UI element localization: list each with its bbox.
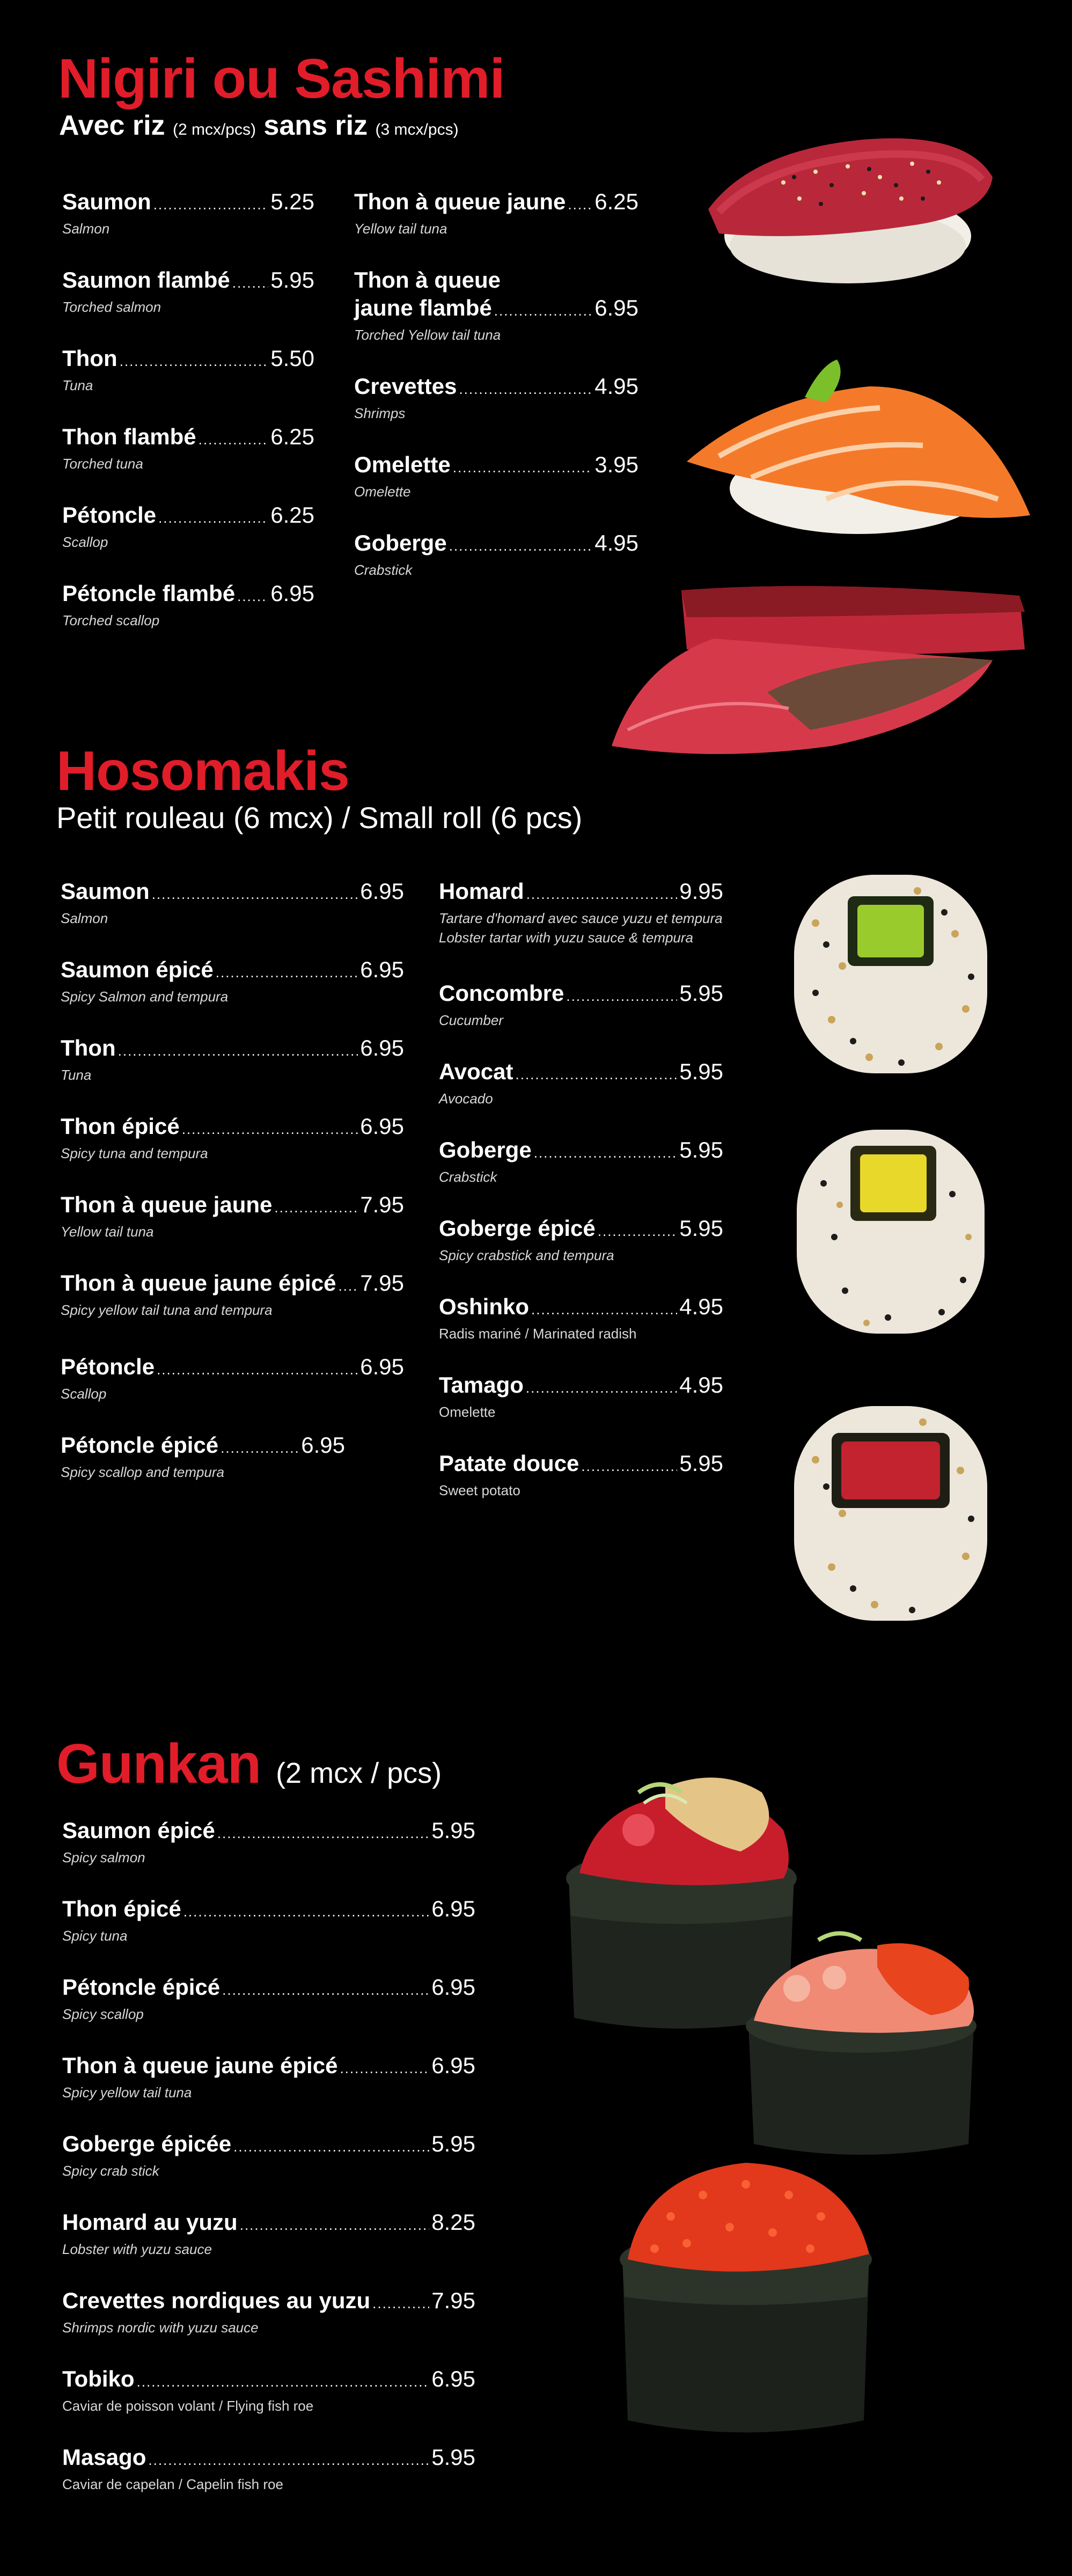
item-name: Saumon flambé [62, 267, 230, 292]
item-price: 6.95 [431, 1896, 475, 1921]
menu-item [62, 266, 314, 345]
item-price: 6.95 [270, 581, 314, 606]
leader-dots [148, 2446, 429, 2474]
item-price: 5.50 [270, 346, 314, 371]
item-name: Tobiko [62, 2366, 135, 2391]
with-rice-count: (2 mcx/pcs) [172, 121, 256, 138]
item-price: 4.95 [594, 530, 638, 555]
leader-dots [157, 1356, 358, 1384]
avocado-hosomaki-photo [783, 859, 998, 1084]
menu-item [61, 1113, 404, 1191]
menu-item [439, 1214, 723, 1293]
item-description: Lobster with yuzu sauce [62, 2241, 212, 2257]
item-price: 6.95 [431, 1974, 475, 2000]
item-description: Salmon [61, 910, 108, 926]
item-price: 6.95 [360, 957, 404, 982]
leader-dots [581, 1452, 677, 1480]
menu-item [62, 580, 314, 658]
item-name: Omelette [354, 452, 451, 477]
item-description: Tuna [61, 1067, 92, 1083]
leader-dots [568, 191, 592, 218]
item-name: Masago [62, 2445, 146, 2470]
item-description: Spicy yellow tail tuna and tempura [61, 1302, 273, 1318]
item-price: 6.95 [360, 1114, 404, 1139]
item-name: Saumon épicé [61, 957, 214, 982]
item-name: Pétoncle [61, 1354, 155, 1379]
radish-hosomaki-photo [791, 1119, 990, 1344]
leader-dots [372, 2289, 429, 2317]
gunkan-subtitle: (2 mcx / pcs) [276, 1757, 442, 1789]
item-description: Yellow tail tuna [354, 221, 447, 237]
item-name: Homard au yuzu [62, 2209, 238, 2235]
item-description: Spicy crabstick and tempura [439, 1247, 614, 1263]
tuna-sashimi-photo [606, 569, 1036, 767]
item-price: 5.95 [431, 1818, 475, 1843]
menu-item [439, 1058, 723, 1136]
menu-item [439, 877, 723, 979]
item-price: 9.95 [679, 879, 723, 904]
item-name: Patate douce [439, 1451, 579, 1476]
leader-dots [158, 504, 268, 532]
item-description: Crabstick [439, 1169, 497, 1185]
item-price: 5.95 [679, 1059, 723, 1084]
menu-item [62, 2287, 475, 2365]
leader-dots [217, 1819, 429, 1847]
menu-item [354, 266, 638, 372]
hosomakis-column-2 [439, 877, 723, 1528]
leader-dots [232, 269, 269, 297]
item-description: Tartare d'homard avec sauce yuzu et tempura [439, 910, 723, 926]
item-price: 4.95 [679, 1372, 723, 1397]
item-description: Torched scallop [62, 612, 160, 628]
item-name: Homard [439, 879, 524, 904]
gunkan-section-title [56, 1733, 442, 1795]
menu-item [61, 1034, 404, 1113]
item-description: Spicy scallop [62, 2006, 144, 2022]
leader-dots [199, 426, 269, 453]
leader-dots [459, 375, 592, 403]
item-name: Thon à queue jaune épicé [61, 1270, 336, 1296]
item-price: 5.95 [431, 2445, 475, 2470]
menu-item [354, 451, 638, 529]
item-description: Radis mariné / Marinated radish [439, 1326, 637, 1342]
item-description: Torched salmon [62, 299, 161, 315]
item-description: Spicy scallop and tempura [61, 1464, 224, 1480]
item-description: Shrimps nordic with yuzu sauce [62, 2319, 259, 2336]
leader-dots [526, 1374, 677, 1402]
leader-dots [526, 880, 678, 908]
leader-dots [534, 1139, 678, 1167]
shrimp-gunkan-photo [738, 1919, 985, 2160]
menu-item [62, 2443, 475, 2522]
leader-dots [221, 1434, 299, 1462]
item-price: 6.95 [431, 2366, 475, 2391]
item-price: 5.95 [679, 1137, 723, 1162]
item-description: Omelette [439, 1404, 496, 1420]
item-description: Torched Yellow tail tuna [354, 327, 501, 343]
item-price: 5.25 [270, 189, 314, 214]
item-description: Sweet potato [439, 1482, 520, 1498]
item-price: 5.95 [431, 2131, 475, 2156]
item-description: Torched tuna [62, 456, 143, 472]
menu-item [61, 1431, 345, 1510]
item-price: 6.95 [594, 295, 638, 320]
menu-item [62, 1895, 475, 1973]
item-description: Spicy tuna [62, 1928, 128, 1944]
item-price: 4.95 [679, 1294, 723, 1319]
item-description: Spicy salmon [62, 1849, 145, 1865]
menu-item [62, 423, 314, 501]
item-name: Thon à queue jaune [354, 189, 566, 214]
leader-dots [516, 1060, 678, 1088]
item-name: Pétoncle épicé [61, 1432, 219, 1458]
item-price: 7.95 [360, 1270, 404, 1296]
item-description: Yellow tail tuna [61, 1224, 154, 1240]
item-description: Spicy Salmon and tempura [61, 989, 229, 1005]
menu-item [354, 188, 638, 266]
item-name: Thon à queue jaune [61, 1192, 273, 1217]
leader-dots [449, 532, 593, 560]
leader-dots [598, 1217, 677, 1245]
nigiri-column-2 [354, 188, 638, 608]
item-description: Tuna [62, 377, 93, 393]
menu-item [62, 2208, 475, 2287]
item-name: Thon [62, 346, 118, 371]
salmon-nigiri-photo [676, 354, 1041, 547]
menu-item [61, 877, 404, 956]
menu-item [61, 1269, 404, 1353]
item-description: Shrimps [354, 405, 406, 421]
item-name: Thon flambé [62, 424, 196, 449]
item-price: 6.25 [594, 189, 638, 214]
leader-dots [274, 1194, 358, 1221]
menu-item [62, 2365, 475, 2443]
item-name: Thon [61, 1035, 116, 1060]
item-price: 6.95 [360, 1035, 404, 1060]
leader-dots [183, 1898, 430, 1926]
item-name: Thon à queue jaune épicé [62, 2053, 338, 2078]
item-price: 5.95 [679, 1216, 723, 1241]
menu-item [439, 1371, 723, 1450]
menu-item [62, 1817, 475, 1895]
item-description: Avocado [439, 1091, 493, 1107]
nigiri-column-1 [62, 188, 314, 658]
item-price: 6.25 [270, 502, 314, 528]
item-price: 4.95 [594, 374, 638, 399]
without-rice-count: (3 mcx/pcs) [375, 121, 459, 138]
leader-dots [222, 1976, 429, 2004]
leader-dots [566, 982, 677, 1010]
item-name: Pétoncle flambé [62, 581, 236, 606]
item-description: Spicy tuna and tempura [61, 1145, 208, 1161]
item-description: Spicy yellow tail tuna [62, 2084, 192, 2101]
leader-dots [240, 2211, 430, 2239]
item-description: Scallop [62, 534, 108, 550]
tuna-nigiri-photo [687, 118, 1009, 295]
menu-item [62, 1973, 475, 2052]
item-name: Tamago [439, 1372, 524, 1397]
item-name: Crevettes nordiques au yuzu [62, 2288, 371, 2313]
item-price: 6.25 [270, 424, 314, 449]
item-name-line-1: Thon à queue [354, 267, 501, 292]
item-description-en: Lobster tartar with yuzu sauce & tempura [439, 930, 694, 946]
leader-dots [182, 1115, 358, 1143]
item-name: Goberge épicée [62, 2131, 232, 2156]
item-name: Thon épicé [61, 1114, 180, 1139]
hosomakis-subtitle: Petit rouleau (6 mcx) / Small roll (6 pcs) [56, 801, 583, 835]
gunkan-column [62, 1817, 475, 2522]
item-name: Saumon [61, 879, 150, 904]
item-price: 5.95 [270, 267, 314, 292]
item-name: Saumon épicé [62, 1818, 215, 1843]
item-name: Pétoncle épicé [62, 1974, 221, 2000]
item-price: 6.95 [360, 1354, 404, 1379]
menu-item [62, 345, 314, 423]
item-description: Caviar de poisson volant / Flying fish roe [62, 2398, 314, 2414]
item-name: Goberge [439, 1137, 532, 1162]
item-price: 7.95 [431, 2288, 475, 2313]
item-price: 7.95 [360, 1192, 404, 1217]
item-name: Goberge épicé [439, 1216, 596, 1241]
item-price: 6.95 [301, 1432, 345, 1458]
menu-item [61, 1191, 404, 1269]
item-name: Goberge [354, 530, 447, 555]
leader-dots [494, 297, 593, 325]
leader-dots [531, 1296, 677, 1323]
hosomakis-column-1 [61, 877, 404, 1510]
hosomakis-section-title: Hosomakis [56, 740, 349, 802]
item-name: Concombre [439, 980, 564, 1006]
menu-item [439, 1450, 723, 1528]
item-name: Saumon [62, 189, 151, 214]
item-price: 5.95 [679, 1451, 723, 1476]
leader-dots [233, 2133, 429, 2161]
menu-item [439, 1136, 723, 1214]
menu-item [62, 501, 314, 580]
item-price: 6.95 [431, 2053, 475, 2078]
item-description: Spicy crab stick [62, 2163, 159, 2179]
leader-dots [137, 2368, 430, 2396]
menu-item [61, 1353, 404, 1431]
leader-dots [338, 1272, 358, 1300]
menu-item [62, 188, 314, 266]
menu-item [62, 2130, 475, 2208]
leader-dots [118, 1037, 358, 1065]
leader-dots [237, 582, 268, 610]
leader-dots [153, 191, 269, 218]
leader-dots [453, 453, 593, 481]
menu-item [354, 529, 638, 608]
menu-item [61, 956, 404, 1034]
menu-item [62, 2052, 475, 2130]
menu-item [354, 372, 638, 451]
item-description: Cucumber [439, 1012, 503, 1028]
tuna-hosomaki-photo [783, 1395, 998, 1631]
item-description: Omelette [354, 484, 411, 500]
leader-dots [120, 347, 269, 375]
menu-item [439, 1293, 723, 1371]
without-rice-label: sans riz [255, 110, 376, 141]
nigiri-section-title: Nigiri ou Sashimi [58, 48, 505, 110]
leader-dots [340, 2054, 429, 2082]
leader-dots [216, 958, 358, 986]
item-name: Thon épicé [62, 1896, 181, 1921]
gunkan-title: Gunkan [56, 1733, 261, 1795]
item-description: Scallop [61, 1386, 107, 1402]
item-description: Crabstick [354, 562, 413, 578]
item-name: Pétoncle [62, 502, 157, 528]
item-name: Oshinko [439, 1294, 530, 1319]
item-name: jaune flambé [354, 295, 492, 320]
item-name: Avocat [439, 1059, 513, 1084]
item-price: 5.95 [679, 980, 723, 1006]
menu-item [439, 979, 723, 1058]
item-price: 8.25 [431, 2209, 475, 2235]
item-price: 6.95 [360, 879, 404, 904]
item-description: Salmon [62, 221, 110, 237]
nigiri-subtitle [59, 112, 459, 140]
leader-dots [152, 880, 358, 908]
tobiko-gunkan-photo [606, 2152, 885, 2442]
with-rice-label: Avec riz [59, 110, 173, 141]
item-description: Caviar de capelan / Capelin fish roe [62, 2476, 283, 2492]
item-price: 3.95 [594, 452, 638, 477]
item-name: Crevettes [354, 374, 457, 399]
